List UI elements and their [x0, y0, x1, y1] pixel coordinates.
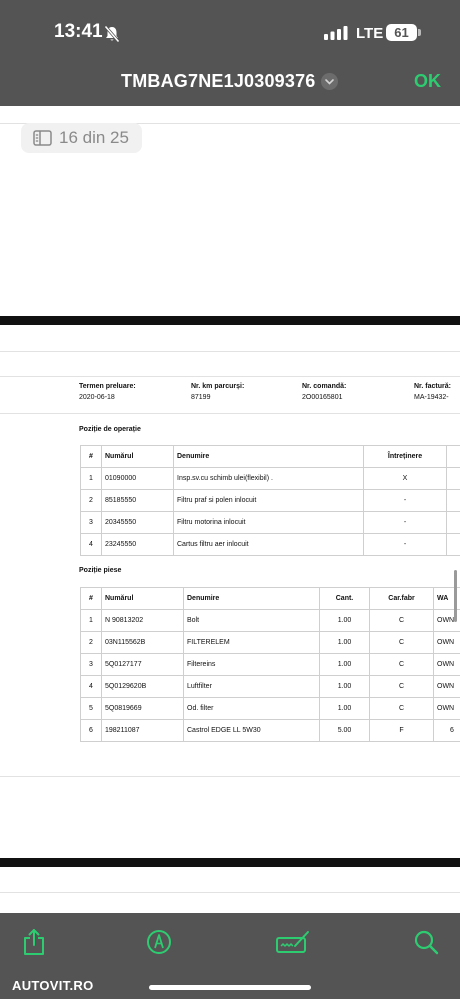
- top-bar: [0, 0, 460, 106]
- table-row: [81, 676, 460, 698]
- table-cell: Od. filter: [184, 698, 320, 720]
- table-row: [81, 698, 460, 720]
- table-cell: 2: [81, 490, 102, 512]
- table-cell: 1.00: [320, 610, 370, 632]
- chevron-down-icon[interactable]: [321, 73, 338, 90]
- table-cell: 23245550: [102, 534, 174, 556]
- battery-icon: [418, 29, 421, 36]
- table-cell: 1.00: [320, 632, 370, 654]
- page-sidebar-icon: [33, 130, 52, 146]
- header-label-factura: Nr. factură:: [414, 383, 451, 390]
- table-cell: 5Q0129620B: [102, 676, 184, 698]
- parts-title: Poziție piese: [79, 567, 122, 574]
- divider: [0, 776, 460, 777]
- parts-table: [80, 587, 460, 742]
- divider: [0, 376, 460, 377]
- table-cell: 3: [81, 654, 102, 676]
- table-cell: N 90813202: [102, 610, 184, 632]
- table-cell: Cartus filtru aer inlocuit: [174, 534, 364, 556]
- table-cell: -: [364, 534, 447, 556]
- table-cell: OWN: [434, 610, 460, 632]
- share-icon[interactable]: [22, 928, 46, 956]
- table-cell: 03N115562B: [102, 632, 184, 654]
- header-label-km: Nr. km parcurși:: [191, 383, 245, 390]
- operations-table: [80, 445, 460, 556]
- column-header: #: [81, 446, 102, 468]
- table-cell: C: [370, 610, 434, 632]
- page-indicator-label: 16 din 25: [59, 128, 129, 147]
- table-cell: 6: [81, 720, 102, 742]
- header-label-termen: Termen preluare:: [79, 383, 136, 390]
- table-cell: [447, 512, 460, 534]
- scroll-indicator[interactable]: [454, 570, 457, 622]
- cell-signal-icon: [324, 26, 348, 40]
- table-cell: 01090000: [102, 468, 174, 490]
- table-cell: Filtru motorina inlocuit: [174, 512, 364, 534]
- document-title[interactable]: TMBAG7NE1J0309376: [121, 71, 316, 91]
- home-indicator[interactable]: [149, 985, 311, 990]
- table-cell: C: [370, 698, 434, 720]
- table-header-row: [81, 588, 460, 610]
- header-label-comanda: Nr. comandă:: [302, 383, 347, 390]
- table-cell: 198211087: [102, 720, 184, 742]
- column-header: Cant.: [320, 588, 370, 610]
- divider: [0, 892, 460, 893]
- header-value-termen: 2020-06-18: [79, 394, 115, 401]
- table-cell: 85185550: [102, 490, 174, 512]
- table-cell: 20345550: [102, 512, 174, 534]
- table-cell: 1: [81, 468, 102, 490]
- operations-title: Poziție de operație: [79, 426, 141, 433]
- table-cell: 3: [81, 512, 102, 534]
- table-cell: [447, 490, 460, 512]
- page-separator: [0, 316, 460, 325]
- status-time: 13:41: [54, 21, 103, 42]
- table-cell: [447, 446, 460, 468]
- table-cell: Luftfilter: [184, 676, 320, 698]
- table-cell: 4: [81, 676, 102, 698]
- table-cell: 6: [434, 720, 460, 742]
- table-cell: 4: [81, 534, 102, 556]
- table-cell: C: [370, 676, 434, 698]
- table-cell: C: [370, 632, 434, 654]
- table-row: [81, 610, 460, 632]
- table-row: [81, 534, 460, 556]
- table-header-row: [81, 446, 460, 468]
- table-cell: Filtereins: [184, 654, 320, 676]
- table-cell: [447, 468, 460, 490]
- silenced-bell-icon: [103, 25, 121, 43]
- table-cell: X: [364, 468, 447, 490]
- table-cell: OWN: [434, 632, 460, 654]
- column-header: Întreținere: [364, 446, 447, 468]
- table-row: [81, 720, 460, 742]
- table-cell: 1.00: [320, 654, 370, 676]
- divider: [0, 351, 460, 352]
- table-cell: 1.00: [320, 676, 370, 698]
- table-cell: 5Q0819669: [102, 698, 184, 720]
- table-cell: C: [370, 654, 434, 676]
- column-header: Denumire: [184, 588, 320, 610]
- table-cell: 1: [81, 610, 102, 632]
- table-cell: FILTERELEM: [184, 632, 320, 654]
- markup-pen-icon[interactable]: [146, 928, 172, 956]
- table-cell: 5Q0127177: [102, 654, 184, 676]
- column-header: WA: [434, 588, 460, 610]
- table-cell: -: [364, 490, 447, 512]
- divider: [0, 413, 460, 414]
- table-cell: OWN: [434, 654, 460, 676]
- column-header: Numărul: [102, 446, 174, 468]
- table-row: [81, 468, 460, 490]
- header-value-factura: MA-19432-: [414, 394, 449, 401]
- ok-button[interactable]: OK: [414, 71, 441, 91]
- table-row: [81, 632, 460, 654]
- table-cell: Filtru praf si polen inlocuit: [174, 490, 364, 512]
- signature-icon[interactable]: [275, 928, 311, 956]
- table-cell: Castrol EDGE LL 5W30: [184, 720, 320, 742]
- table-cell: F: [370, 720, 434, 742]
- table-row: [81, 654, 460, 676]
- header-value-km: 87199: [191, 394, 211, 401]
- table-cell: 1.00: [320, 698, 370, 720]
- search-icon[interactable]: [413, 928, 439, 956]
- table-row: [81, 512, 460, 534]
- page-separator: [0, 858, 460, 867]
- table-cell: 5: [81, 698, 102, 720]
- watermark: AUTOVIT.RO: [12, 978, 94, 993]
- table-cell: OWN: [434, 698, 460, 720]
- table-cell: OWN: [434, 676, 460, 698]
- column-header: Car.fabr: [370, 588, 434, 610]
- header-value-comanda: 2O00165801: [302, 394, 343, 401]
- table-cell: Insp.sv.cu schimb ulei(flexibil) .: [174, 468, 364, 490]
- table-cell: Bolt: [184, 610, 320, 632]
- column-header: Numărul: [102, 588, 184, 610]
- table-cell: [447, 534, 460, 556]
- table-cell: 5.00: [320, 720, 370, 742]
- column-header: #: [81, 588, 102, 610]
- document-page: [0, 325, 460, 859]
- table-cell: 2: [81, 632, 102, 654]
- page-indicator[interactable]: [21, 123, 142, 153]
- table-row: [81, 490, 460, 512]
- battery-level: 61: [386, 24, 417, 41]
- column-header: Denumire: [174, 446, 364, 468]
- network-type: LTE: [356, 25, 384, 42]
- table-cell: -: [364, 512, 447, 534]
